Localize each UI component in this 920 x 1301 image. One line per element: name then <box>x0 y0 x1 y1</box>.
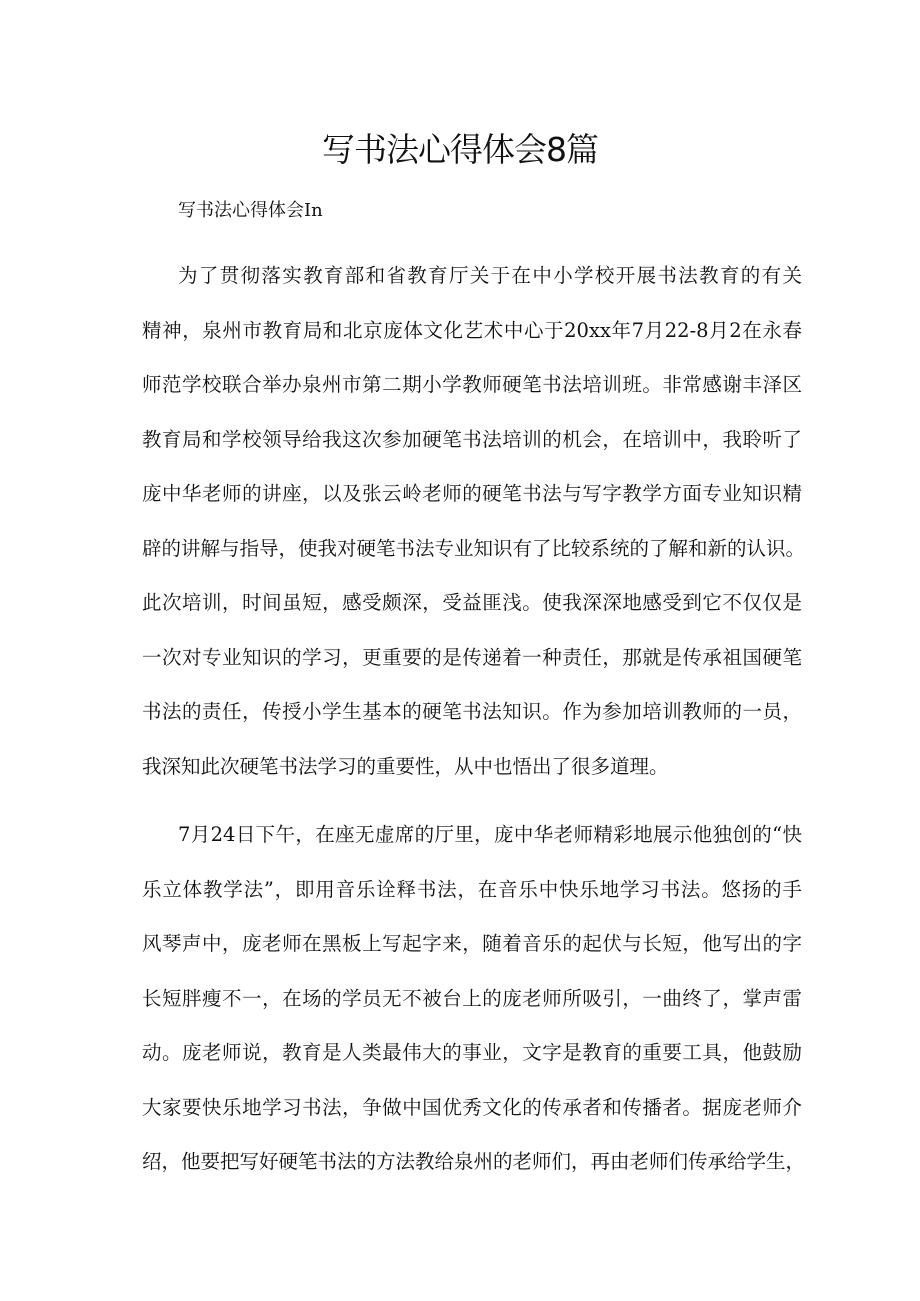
paragraph-line: 乐立体教学法”，即用音乐诠释书法，在音乐中快乐地学习书法。悠扬的手 <box>142 877 802 901</box>
paragraph-line: 大家要快乐地学习书法，争做中国优秀文化的传承者和传播者。据庞老师介 <box>142 1095 802 1119</box>
paragraph-line: 我深知此次硬笔书法学习的重要性，从中也悟出了很多道理。 <box>142 754 669 778</box>
document-subtitle: 写书法心得体会In <box>178 200 323 221</box>
paragraph-line: 此次培训，时间虽短，感受颇深，受益匪浅。使我深深地感受到它不仅仅是 <box>142 591 802 614</box>
paragraph-line: 书法的责任，传授小学生基本的硬笔书法知识。作为参加培训教师的一员， <box>142 700 802 723</box>
paragraph-line: 一次对专业知识的学习，更重要的是传递着一种责任，那就是传承祖国硬笔 <box>142 645 802 669</box>
document-title: 写书法心得体会8篇 <box>322 130 598 169</box>
paragraph-line: 为了贯彻落实教育部和省教育厅关于在中小学校开展书法教育的有关 <box>178 264 802 287</box>
paragraph-2 <box>142 808 806 1190</box>
paragraph-line: 精神，泉州市教育局和北京庞体文化艺术中心于20xx年7月22-8月2在永春 <box>142 318 802 342</box>
paragraph-line: 风琴声中，庞老师在黑板上写起字来，随着音乐的起伏与长短，他写出的字 <box>142 932 802 955</box>
paragraph-line: 动。庞老师说，教育是人类最伟大的事业，文字是教育的重要工具，他鼓励 <box>142 1041 802 1064</box>
paragraph-line: 庞中华老师的讲座，以及张云岭老师的硬笔书法与写字教学方面专业知识精 <box>142 482 802 505</box>
paragraph-line: 辟的讲解与指导，使我对硬笔书法专业知识有了比较系统的了解和新的认识。 <box>142 536 806 560</box>
paragraph-line: 长短胖瘦不一，在场的学员无不被台上的庞老师所吸引，一曲终了，掌声雷 <box>142 986 802 1010</box>
paragraph-line: 教育局和学校领导给我这次参加硬笔书法培训的机会，在培训中，我聆听了 <box>142 427 802 451</box>
paragraph-line: 绍，他要把写好硬笔书法的方法教给泉州的老师们，再由老师们传承给学生， <box>142 1150 806 1173</box>
paragraph-line: 师范学校联合举办泉州市第二期小学教师硬笔书法培训班。非常感谢丰泽区 <box>142 373 802 396</box>
paragraph-1 <box>142 249 806 794</box>
paragraph-line: 7月24日下午，在座无虚席的厅里，庞中华老师精彩地展示他独创的“快 <box>178 823 802 846</box>
